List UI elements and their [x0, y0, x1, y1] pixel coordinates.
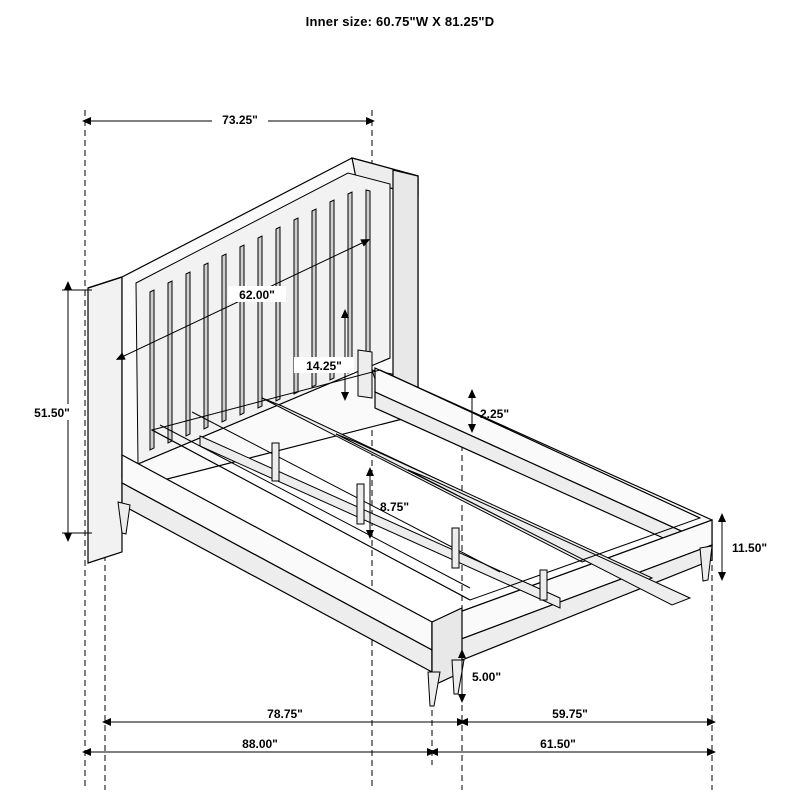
- dim-leg-height: [462, 658, 501, 694]
- dim-label-61-50: 61.50": [540, 737, 576, 751]
- dim-label-2-25: 2.25": [480, 407, 510, 421]
- dim-label-62-00: 62.00": [239, 288, 275, 302]
- dim-overall-length: [91, 735, 427, 752]
- dim-label-11-50: 11.50": [732, 541, 768, 555]
- dim-label-88-00: 88.00": [242, 737, 278, 751]
- dim-label-14-25: 14.25": [306, 359, 342, 373]
- dim-deck-width: [468, 705, 707, 722]
- dim-label-78-75: 78.75": [267, 707, 303, 721]
- dim-label-5-00: 5.00": [472, 670, 502, 684]
- dim-headboard-width-top: [91, 111, 366, 127]
- dim-overall-height: [22, 290, 92, 533]
- page-title: Inner size: 60.75"W X 81.25"D: [305, 14, 495, 29]
- dim-overall-width: [438, 735, 707, 752]
- dim-deck-length: [111, 705, 457, 722]
- dim-label-51-50: 51.50": [34, 406, 70, 420]
- dim-label-73-25: 73.25": [222, 113, 258, 127]
- dim-label-59-75: 59.75": [552, 707, 588, 721]
- dim-label-8-75: 8.75": [380, 500, 410, 514]
- dim-side-rail-height: [722, 522, 767, 572]
